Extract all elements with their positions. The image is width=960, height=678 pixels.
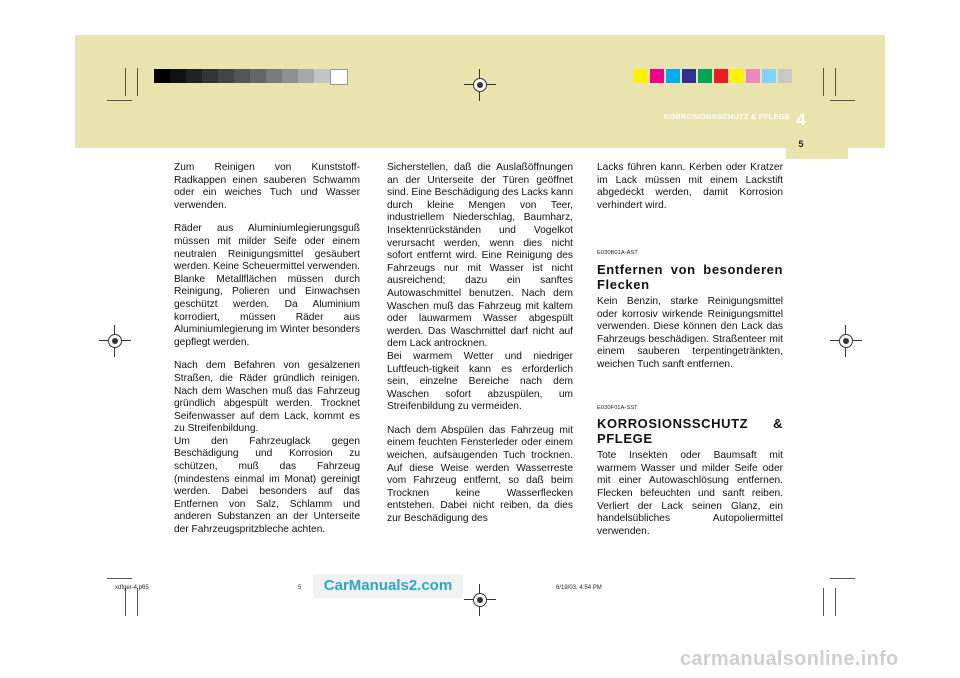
crop-mark-icon bbox=[107, 578, 132, 579]
paragraph: Sicherstellen, daß die Auslaßöffnungen an der Unterseite der Türen geöffnet sind. Eine Beschädigung des Lacks kann durch kleine Mengen von Teer, industriellem Niederschlag, Baumharz, Insektenrückständen und Vogelkot verursacht werden, wenn dies nicht sofort entfernt wird. Eine Reinigung des Fahrzeugs nur mit Wasser ist nicht ausreichend; dazu ein sanftes Autowaschmittel benutzen. Nach dem Waschen muß das Fahrzeug mit kaltem oder lauwarmem Wasser abgespült werden. Das Waschmittel darf nicht auf dem Lack antrocknen. bbox=[387, 162, 573, 350]
paragraph: Lacks führen kann. Kerben oder Kratzer im Lack müssen mit einem Lackstift abgedeckt werden, damit Korrosion verhindert wird. bbox=[597, 162, 783, 211]
section-code: E030B01A-AST bbox=[597, 250, 638, 257]
registration-mark-icon bbox=[470, 75, 490, 95]
grey-swatch bbox=[250, 69, 266, 83]
color-swatch bbox=[778, 69, 792, 83]
crop-mark-icon bbox=[125, 588, 126, 616]
paragraph: Räder aus Aluminiumlegierungsguß müssen mit milder Seife oder einem neutralen Reinigungsmittel gesäubert werden. Keine Scheuermittel verwenden. Blanke Metallflächen müssen durch Reinigung, Polieren und Einwachsen geschützt werden. Da Aluminium korrodiert, müssen Räder aus Aluminiumlegierung im Winter besonders gepflegt werden. bbox=[174, 223, 360, 348]
section-heading: KORROSIONSSCHUTZ & PFLEGE bbox=[597, 416, 783, 447]
paragraph: Nach dem Abspülen das Fahrzeug mit einem feuchten Fensterleder oder einem weichen, aufsaugenden Tuch trocknen. Auf diese Weise werden Wasserreste vom Fahrzeug entfernt, so daß beim Trocknen keine Wasserflecken entstehen. Dabei nicht reiben, da dies zur Beschädigung des bbox=[387, 424, 573, 525]
text-column-3 bbox=[597, 162, 783, 549]
footer-page: 5 bbox=[298, 585, 302, 591]
text-column-1 bbox=[174, 162, 360, 548]
crop-mark-icon bbox=[835, 588, 836, 616]
grey-swatch bbox=[282, 69, 298, 83]
crop-mark-icon bbox=[107, 100, 132, 101]
footer-filename: xdfger-4.p65 bbox=[115, 585, 149, 591]
section-title: KORROSIONSSCHUTZ & PFLEGE bbox=[663, 112, 790, 121]
paragraph: Bei warmem Wetter und niedriger Luftfeuch-tigkeit kann es erforderlich sein, einzelne Bereiche nach dem Waschen sofort abzuspülen, um Streifenbildung zu vermeiden. bbox=[387, 350, 573, 413]
text-column-2 bbox=[387, 162, 573, 537]
crop-mark-icon bbox=[830, 100, 855, 101]
paragraph: Kein Benzin, starke Reinigungsmittel oder korrosiv wirkende Reinigungsmittel verwenden. Diese können den Lack das Fahrzeugs beschädigen. Straßenteer mit einem sauberen terpentingetränkten, weichen Tuch sanft entfernen. bbox=[597, 295, 783, 370]
color-swatch bbox=[746, 69, 760, 83]
watermark-logo: CarManuals2.com bbox=[313, 574, 463, 598]
registration-mark-icon bbox=[836, 331, 856, 351]
chapter-number: 4 bbox=[796, 110, 806, 129]
paragraph: Um den Fahrzeuglack gegen Beschädigung und Korrosion zu schützen, muß das Fahrzeug (mindestens einmal im Monat) gereinigt werden. Dabei besonders auf das Entfernen von Salz, Schlamm und anderen Substanzen an der Unterseite der Fahrzeugspritzbleche achten. bbox=[174, 435, 360, 536]
grey-swatch bbox=[298, 69, 314, 83]
crop-mark-icon bbox=[835, 68, 836, 96]
section-heading: Entfernen von besonderen Flecken bbox=[597, 261, 783, 292]
color-swatch bbox=[730, 69, 744, 83]
crop-mark-icon bbox=[830, 578, 855, 579]
registration-mark-icon bbox=[105, 331, 125, 351]
grey-swatch bbox=[234, 69, 250, 83]
grey-swatch bbox=[330, 69, 348, 85]
footer-date: 6/19/03, 4:54 PM bbox=[556, 585, 602, 591]
grey-swatch bbox=[154, 69, 170, 83]
paragraph: Zum Reinigen von Kunststoff-Radkappen einen sauberen Schwamm oder ein weiches Tuch und Wasser verwenden. bbox=[174, 162, 360, 211]
crop-mark-icon bbox=[823, 68, 824, 96]
color-swatch bbox=[682, 69, 696, 83]
site-watermark: carmanualsonline.info bbox=[680, 648, 899, 670]
color-swatch bbox=[762, 69, 776, 83]
registration-mark-icon bbox=[470, 590, 490, 610]
color-swatch bbox=[634, 69, 648, 83]
crop-mark-icon bbox=[137, 68, 138, 96]
color-swatch bbox=[650, 69, 664, 83]
grey-swatch bbox=[202, 69, 218, 83]
paragraph: Nach dem Befahren von gesalzenen Straßen, die Räder gründlich reinigen. Nach dem Waschen muß das Fahrzeug gründlich abgespült werden. Trocknet Seifenwasser auf dem Lack, kommt es zu Streifenbildung. bbox=[174, 360, 360, 435]
color-swatch bbox=[698, 69, 712, 83]
grey-swatch bbox=[170, 69, 186, 83]
crop-mark-icon bbox=[137, 588, 138, 616]
crop-mark-icon bbox=[823, 588, 824, 616]
grey-swatch bbox=[218, 69, 234, 83]
paragraph: Tote Insekten oder Baumsaft mit warmem Wasser und milder Seife oder mit einer Autowaschlösung entfernen. Flecken befeuchten und sanft reiben. Verliert der Lack seinen Glanz, ein handelsübliches Autopoliermittel verwenden. bbox=[597, 450, 783, 537]
page-number: 5 bbox=[798, 139, 804, 149]
section-code: E030F01A-SST bbox=[597, 404, 638, 411]
color-swatch bbox=[666, 69, 680, 83]
grey-swatch bbox=[314, 69, 330, 83]
crop-mark-icon bbox=[125, 68, 126, 96]
color-swatch bbox=[714, 69, 728, 83]
grey-swatch bbox=[266, 69, 282, 83]
grey-swatch bbox=[186, 69, 202, 83]
